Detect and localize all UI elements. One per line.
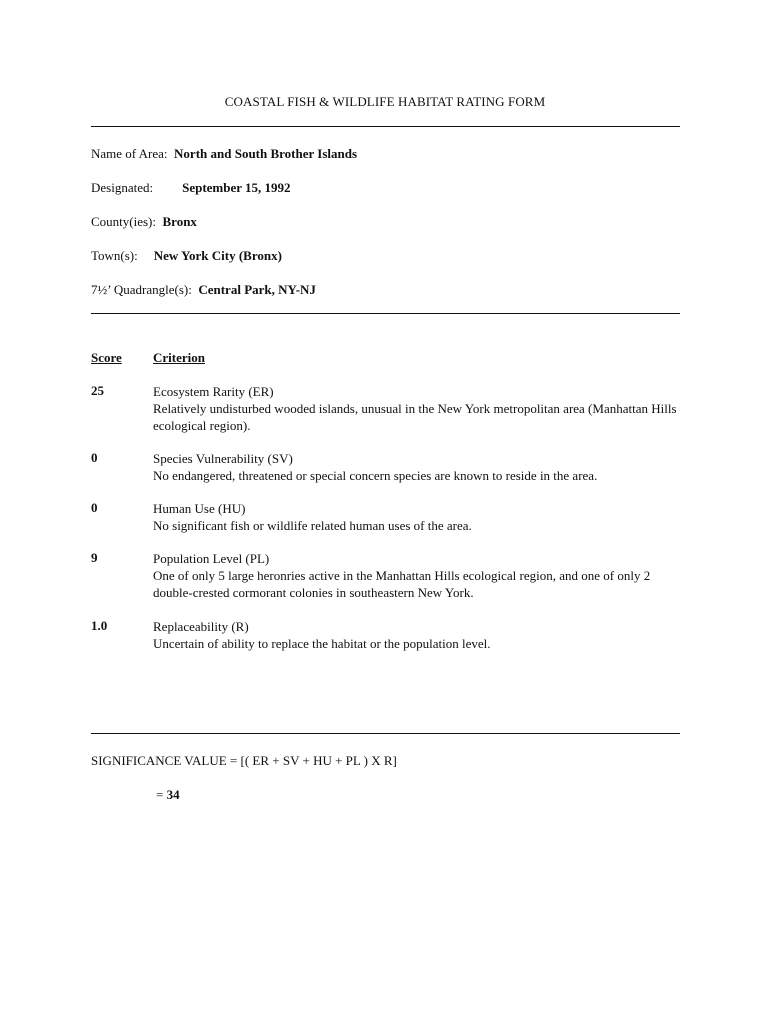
name-of-area-value: North and South Brother Islands	[174, 146, 358, 161]
criterion-description: One of only 5 large heronries active in the Manhattan Hills ecological region, and one of only 2 double-crested cormorant colonies in southeastern New York.	[153, 568, 651, 600]
criterion-cell	[153, 550, 683, 601]
form-title: COASTAL FISH & WILDLIFE HABITAT RATING FORM	[224, 94, 546, 109]
significance-value: 34	[166, 787, 180, 802]
middle-divider	[91, 313, 680, 314]
town-label: Town(s):	[91, 248, 138, 263]
score-value: 0	[91, 450, 98, 465]
criterion-cell	[153, 450, 683, 484]
quadrangle-field	[91, 282, 316, 298]
bottom-divider	[91, 733, 680, 734]
quadrangle-label: 7½’ Quadrangle(s):	[91, 282, 192, 297]
town-field	[91, 248, 282, 264]
criterion-cell	[153, 383, 683, 434]
county-value: Bronx	[162, 214, 197, 229]
quadrangle-value: Central Park, NY-NJ	[198, 282, 316, 297]
top-divider	[91, 126, 680, 127]
criterion-description: Uncertain of ability to replace the habitat or the population level.	[153, 636, 491, 651]
criterion-name: Ecosystem Rarity (ER)	[153, 384, 274, 399]
criterion-name: Human Use (HU)	[153, 501, 246, 516]
criterion-name: Species Vulnerability (SV)	[153, 451, 293, 466]
designated-value: September 15, 1992	[182, 180, 291, 195]
criterion-description: No significant fish or wildlife related human uses of the area.	[153, 518, 472, 533]
score-value: 25	[91, 383, 104, 398]
designated-field	[91, 180, 291, 196]
criterion-column-header: Criterion	[153, 350, 205, 365]
significance-formula: SIGNIFICANCE VALUE = [( ER + SV + HU + PL ) X R]	[91, 753, 397, 768]
designated-label: Designated:	[91, 180, 154, 195]
county-label: County(ies):	[91, 214, 156, 229]
significance-result	[156, 787, 180, 803]
score-column-header: Score	[91, 350, 122, 365]
criterion-cell	[153, 618, 683, 652]
name-of-area-field	[91, 146, 357, 162]
result-equals-sign: =	[156, 787, 164, 802]
score-value: 9	[91, 550, 98, 565]
criterion-name: Replaceability (R)	[153, 619, 249, 634]
score-value: 0	[91, 500, 98, 515]
criterion-cell	[153, 500, 683, 534]
name-of-area-label: Name of Area:	[91, 146, 168, 161]
criterion-description: Relatively undisturbed wooded islands, unusual in the New York metropolitan area (Manhattan Hills ecological region).	[153, 401, 677, 433]
criterion-name: Population Level (PL)	[153, 551, 270, 566]
county-field	[91, 214, 197, 230]
criterion-description: No endangered, threatened or special concern species are known to reside in the area.	[153, 468, 598, 483]
score-value: 1.0	[91, 618, 108, 633]
town-value: New York City (Bronx)	[153, 248, 282, 263]
